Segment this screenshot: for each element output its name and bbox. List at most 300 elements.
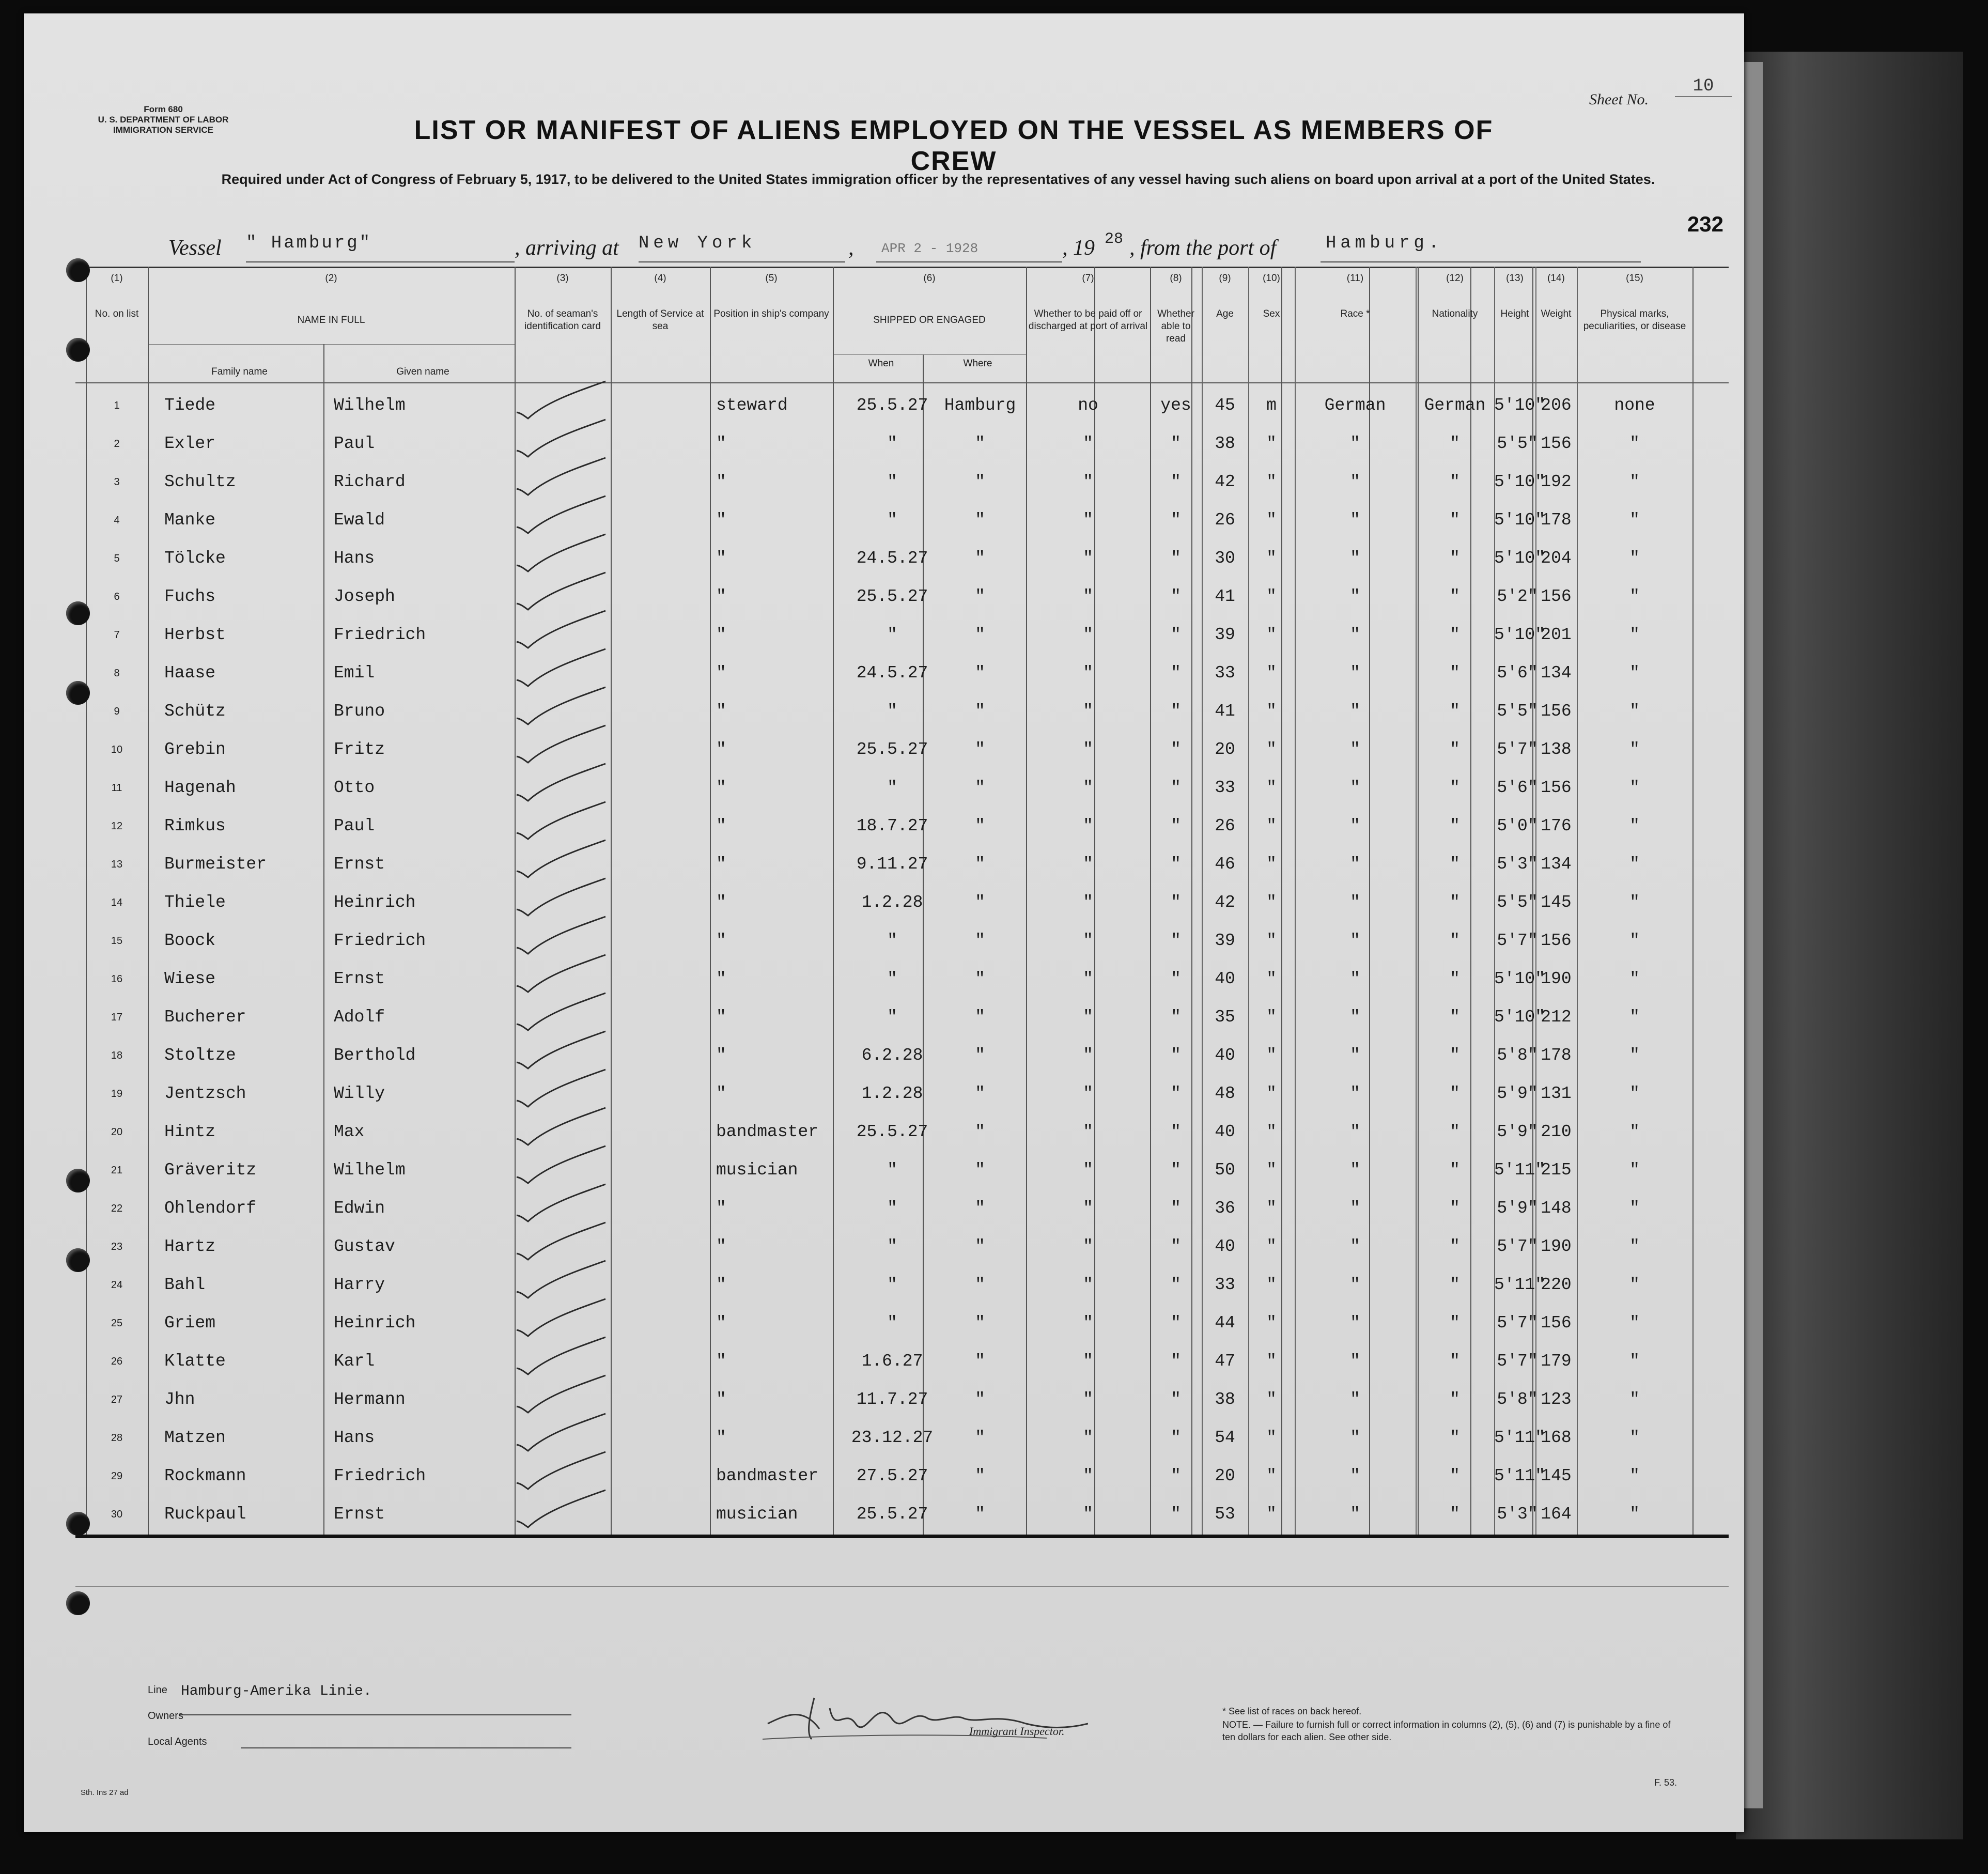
cell-sex: " xyxy=(1266,702,1277,721)
cell-no: 13 xyxy=(111,859,123,870)
cell-marks: none xyxy=(1614,396,1655,415)
cell-where: " xyxy=(975,702,985,721)
cell-weight: 178 xyxy=(1541,1046,1572,1065)
column-number-14: (14) xyxy=(1547,273,1565,284)
cell-read: " xyxy=(1171,931,1181,950)
cell-race: " xyxy=(1350,1046,1360,1065)
cell-given: Berthold xyxy=(334,1046,416,1065)
check-mark xyxy=(515,1485,618,1523)
cell-age: 40 xyxy=(1215,1237,1235,1256)
cell-height: 5'7" xyxy=(1497,1313,1538,1333)
cell-when: 25.5.27 xyxy=(856,740,928,759)
cell-when: 1.6.27 xyxy=(861,1352,923,1371)
cell-paid: " xyxy=(1083,663,1093,683)
cell-family: Matzen xyxy=(164,1428,226,1447)
page-subtitle: Required under Act of Congress of February 5, 1917, to be delivered to the United States immigration officer by the representatives of any vessel having such aliens on board upon arrival at a port of the United States. xyxy=(221,172,1655,187)
cell-family: Grebin xyxy=(164,740,226,759)
cell-position: musician xyxy=(716,1160,798,1180)
cell-race: " xyxy=(1350,778,1360,797)
cell-read: " xyxy=(1171,1084,1181,1103)
cell-where: " xyxy=(975,1199,985,1218)
cell-given: Paul xyxy=(334,434,375,453)
cell-nationality: " xyxy=(1450,969,1460,988)
cell-read: " xyxy=(1171,434,1181,453)
cell-height: 5'11" xyxy=(1494,1428,1546,1447)
cell-paid: " xyxy=(1083,1428,1093,1447)
cell-race: " xyxy=(1350,969,1360,988)
cell-race: " xyxy=(1350,1008,1360,1027)
column-header-1: No. on list xyxy=(95,308,139,319)
cell-marks: " xyxy=(1629,1008,1640,1027)
cell-marks: " xyxy=(1629,1390,1640,1409)
cell-sex: " xyxy=(1266,1313,1277,1333)
cell-where: " xyxy=(975,1008,985,1027)
cell-when: " xyxy=(887,625,897,644)
check-mark xyxy=(515,1026,618,1064)
cell-read: " xyxy=(1171,969,1181,988)
cell-marks: " xyxy=(1629,625,1640,644)
cell-nationality: German xyxy=(1424,396,1486,415)
table-row xyxy=(24,692,1744,731)
column-header-8: Whether able to read xyxy=(1157,308,1194,344)
table-row xyxy=(24,501,1744,539)
cell-no: 29 xyxy=(111,1470,123,1482)
cell-marks: " xyxy=(1629,663,1640,683)
table-row xyxy=(24,1036,1744,1075)
cell-weight: 215 xyxy=(1541,1160,1572,1180)
cell-race: " xyxy=(1350,625,1360,644)
cell-position: " xyxy=(716,1313,726,1333)
cell-no: 26 xyxy=(111,1356,123,1367)
table-row xyxy=(24,1495,1744,1534)
cell-sex: " xyxy=(1266,625,1277,644)
cell-when: " xyxy=(887,510,897,530)
table-row xyxy=(24,654,1744,692)
cell-read: " xyxy=(1171,549,1181,568)
cell-family: Bucherer xyxy=(164,1008,246,1027)
cell-position: " xyxy=(716,969,726,988)
cell-given: Ewald xyxy=(334,510,385,530)
check-mark xyxy=(515,950,618,988)
check-mark xyxy=(515,1179,618,1217)
column-header-15: Physical marks, peculiarities, or disease xyxy=(1583,308,1686,332)
table-row xyxy=(24,807,1744,845)
cell-given: Hans xyxy=(334,549,375,568)
cell-nationality: " xyxy=(1450,1505,1460,1524)
cell-when: 25.5.27 xyxy=(856,587,928,606)
cell-no: 22 xyxy=(111,1203,123,1214)
cell-sex: " xyxy=(1266,1160,1277,1180)
cell-nationality: " xyxy=(1450,1466,1460,1485)
cell-paid: " xyxy=(1083,472,1093,491)
cell-paid: " xyxy=(1083,740,1093,759)
column-number-6: (6) xyxy=(923,273,936,284)
cell-sex: " xyxy=(1266,1199,1277,1218)
cell-weight: 134 xyxy=(1541,663,1572,683)
column-header-9: Age xyxy=(1216,308,1234,319)
cell-paid: " xyxy=(1083,816,1093,835)
table-row xyxy=(24,1342,1744,1381)
cell-nationality: " xyxy=(1450,1199,1460,1218)
cell-position: " xyxy=(716,549,726,568)
check-mark xyxy=(515,1294,618,1332)
cell-no: 12 xyxy=(111,820,123,832)
cell-where: " xyxy=(975,893,985,912)
cell-height: 5'8" xyxy=(1497,1046,1538,1065)
cell-race: " xyxy=(1350,472,1360,491)
cell-read: " xyxy=(1171,893,1181,912)
check-mark xyxy=(515,1447,618,1485)
cell-where: " xyxy=(975,1352,985,1371)
cell-no: 17 xyxy=(111,1012,123,1023)
cell-weight: 210 xyxy=(1541,1122,1572,1141)
cell-where: " xyxy=(975,969,985,988)
cell-no: 27 xyxy=(111,1394,123,1405)
cell-family: Haase xyxy=(164,663,216,683)
cell-paid: " xyxy=(1083,931,1093,950)
cell-height: 5'5" xyxy=(1497,893,1538,912)
cell-family: Ohlendorf xyxy=(164,1199,257,1218)
cell-where: " xyxy=(975,1390,985,1409)
check-mark xyxy=(515,1256,618,1294)
cell-no: 28 xyxy=(111,1432,123,1444)
cell-sex: " xyxy=(1266,855,1277,874)
cell-race: " xyxy=(1350,1237,1360,1256)
cell-age: 44 xyxy=(1215,1313,1235,1333)
check-mark xyxy=(515,376,618,414)
cell-race: " xyxy=(1350,702,1360,721)
cell-race: " xyxy=(1350,510,1360,530)
cell-height: 5'3" xyxy=(1497,1505,1538,1524)
cell-age: 40 xyxy=(1215,969,1235,988)
cell-height: 5'7" xyxy=(1497,740,1538,759)
cell-marks: " xyxy=(1629,1275,1640,1294)
cell-race: " xyxy=(1350,1505,1360,1524)
cell-no: 14 xyxy=(111,897,123,908)
cell-weight: 201 xyxy=(1541,625,1572,644)
cell-where: " xyxy=(975,1237,985,1256)
table-row xyxy=(24,1151,1744,1189)
cell-no: 16 xyxy=(111,973,123,985)
cell-nationality: " xyxy=(1450,1428,1460,1447)
cell-height: 5'7" xyxy=(1497,931,1538,950)
column-subheader-6-2: Where xyxy=(963,358,992,369)
cell-given: Ernst xyxy=(334,969,385,988)
cell-height: 5'10" xyxy=(1494,510,1546,530)
cell-race: " xyxy=(1350,893,1360,912)
cell-family: Herbst xyxy=(164,625,226,644)
cell-weight: 179 xyxy=(1541,1352,1572,1371)
cell-position: " xyxy=(716,1428,726,1447)
cell-sex: " xyxy=(1266,510,1277,530)
cell-given: Wilhelm xyxy=(334,1160,406,1180)
cell-position: " xyxy=(716,702,726,721)
punch-hole xyxy=(66,681,90,705)
check-mark xyxy=(515,720,618,758)
cell-family: Burmeister xyxy=(164,855,267,874)
cell-weight: 204 xyxy=(1541,549,1572,568)
from-port: Hamburg. xyxy=(1326,234,1443,253)
cell-race: " xyxy=(1350,434,1360,453)
cell-given: Otto xyxy=(334,778,375,797)
cell-position: " xyxy=(716,434,726,453)
punch-hole xyxy=(66,601,90,625)
cell-age: 47 xyxy=(1215,1352,1235,1371)
column-header-13: Height xyxy=(1500,308,1529,319)
cell-read: " xyxy=(1171,702,1181,721)
cell-position: " xyxy=(716,816,726,835)
cell-sex: " xyxy=(1266,1084,1277,1103)
cell-position: " xyxy=(716,855,726,874)
cell-read: " xyxy=(1171,1428,1181,1447)
year-suffix: 28 xyxy=(1105,230,1124,248)
cell-given: Hermann xyxy=(334,1390,406,1409)
check-mark xyxy=(515,1064,618,1103)
cell-when: " xyxy=(887,702,897,721)
cell-age: 39 xyxy=(1215,931,1235,950)
print-code: Sth. Ins 27 ad xyxy=(81,1788,129,1797)
column-number-3: (3) xyxy=(556,273,569,284)
form-header-tag xyxy=(81,104,246,135)
cell-no: 19 xyxy=(111,1088,123,1099)
cell-read: " xyxy=(1171,625,1181,644)
cell-height: 5'2" xyxy=(1497,587,1538,606)
cell-weight: 206 xyxy=(1541,396,1572,415)
cell-given: Richard xyxy=(334,472,406,491)
table-row xyxy=(24,616,1744,654)
cell-family: Tiede xyxy=(164,396,216,415)
cell-nationality: " xyxy=(1450,1275,1460,1294)
cell-when: " xyxy=(887,1313,897,1333)
cell-no: 11 xyxy=(111,782,122,794)
cell-paid: " xyxy=(1083,893,1093,912)
cell-no: 15 xyxy=(111,935,123,947)
cell-family: Hartz xyxy=(164,1237,216,1256)
shipped-subhead-rule xyxy=(833,354,1026,355)
cell-where: " xyxy=(975,625,985,644)
column-number-7: (7) xyxy=(1082,273,1094,284)
cell-sex: " xyxy=(1266,778,1277,797)
cell-race: " xyxy=(1350,1122,1360,1141)
cell-sex: " xyxy=(1266,1008,1277,1027)
cell-read: " xyxy=(1171,1122,1181,1141)
column-header-11: Race * xyxy=(1340,308,1370,319)
cell-marks: " xyxy=(1629,549,1640,568)
cell-height: 5'3" xyxy=(1497,855,1538,874)
cell-sex: " xyxy=(1266,587,1277,606)
column-subheader-2-1: Family name xyxy=(211,366,268,377)
cell-height: 5'11" xyxy=(1494,1275,1546,1294)
cell-race: " xyxy=(1350,1160,1360,1180)
cell-age: 40 xyxy=(1215,1122,1235,1141)
arriving-label: , arriving at xyxy=(515,236,619,260)
cell-sex: " xyxy=(1266,1275,1277,1294)
cell-family: Thiele xyxy=(164,893,226,912)
cell-age: 20 xyxy=(1215,1466,1235,1485)
cell-sex: " xyxy=(1266,969,1277,988)
cell-given: Friedrich xyxy=(334,1466,426,1485)
cell-position: " xyxy=(716,1046,726,1065)
cell-weight: 176 xyxy=(1541,816,1572,835)
cell-sex: " xyxy=(1266,893,1277,912)
cell-when: 6.2.28 xyxy=(861,1046,923,1065)
check-mark xyxy=(515,1217,618,1256)
cell-nationality: " xyxy=(1450,855,1460,874)
cell-where: " xyxy=(975,1122,985,1141)
cell-when: " xyxy=(887,1160,897,1180)
cell-family: Wiese xyxy=(164,969,216,988)
cell-nationality: " xyxy=(1450,702,1460,721)
cell-nationality: " xyxy=(1450,472,1460,491)
cell-no: 1 xyxy=(114,400,120,411)
table-row xyxy=(24,998,1744,1036)
cell-weight: 164 xyxy=(1541,1505,1572,1524)
cell-when: " xyxy=(887,969,897,988)
cell-nationality: " xyxy=(1450,549,1460,568)
cell-given: Bruno xyxy=(334,702,385,721)
cell-no: 8 xyxy=(114,668,120,679)
cell-marks: " xyxy=(1629,1313,1640,1333)
cell-marks: " xyxy=(1629,1122,1640,1141)
cell-paid: " xyxy=(1083,434,1093,453)
cell-age: 35 xyxy=(1215,1008,1235,1027)
cell-when: 1.2.28 xyxy=(861,1084,923,1103)
cell-position: " xyxy=(716,740,726,759)
cell-sex: " xyxy=(1266,816,1277,835)
cell-when: " xyxy=(887,472,897,491)
cell-paid: " xyxy=(1083,1008,1093,1027)
cell-race: German xyxy=(1324,396,1386,415)
cell-given: Fritz xyxy=(334,740,385,759)
cell-nationality: " xyxy=(1450,1160,1460,1180)
cell-sex: " xyxy=(1266,549,1277,568)
cell-nationality: " xyxy=(1450,1084,1460,1103)
column-number-15: (15) xyxy=(1626,273,1643,284)
cell-given: Joseph xyxy=(334,587,395,606)
cell-where: " xyxy=(975,510,985,530)
cell-marks: " xyxy=(1629,1428,1640,1447)
cell-where: " xyxy=(975,855,985,874)
cell-family: Tölcke xyxy=(164,549,226,568)
cell-read: " xyxy=(1171,1505,1181,1524)
column-number-4: (4) xyxy=(654,273,666,284)
cell-age: 36 xyxy=(1215,1199,1235,1218)
cell-nationality: " xyxy=(1450,1352,1460,1371)
cell-weight: 134 xyxy=(1541,855,1572,874)
table-row xyxy=(24,1075,1744,1113)
cell-paid: " xyxy=(1083,1199,1093,1218)
cell-read: " xyxy=(1171,1199,1181,1218)
cell-age: 42 xyxy=(1215,472,1235,491)
cell-read: " xyxy=(1171,472,1181,491)
cell-no: 6 xyxy=(114,591,120,602)
cell-nationality: " xyxy=(1450,1313,1460,1333)
cell-weight: 190 xyxy=(1541,1237,1572,1256)
cell-race: " xyxy=(1350,1428,1360,1447)
cell-age: 48 xyxy=(1215,1084,1235,1103)
cell-sex: " xyxy=(1266,1046,1277,1065)
arriving-port: New York xyxy=(639,234,756,253)
cell-where: Hamburg xyxy=(944,396,1016,415)
table-row xyxy=(24,1228,1744,1266)
cell-race: " xyxy=(1350,1275,1360,1294)
cell-read: " xyxy=(1171,587,1181,606)
cell-weight: 145 xyxy=(1541,893,1572,912)
cell-height: 5'5" xyxy=(1497,434,1538,453)
cell-sex: " xyxy=(1266,663,1277,683)
stamp-number: 232 xyxy=(1687,212,1723,236)
cell-nationality: " xyxy=(1450,778,1460,797)
column-header-2: NAME IN FULL xyxy=(297,315,365,326)
cell-when: 24.5.27 xyxy=(856,549,928,568)
cell-height: 5'9" xyxy=(1497,1199,1538,1218)
cell-read: " xyxy=(1171,778,1181,797)
cell-height: 5'6" xyxy=(1497,663,1538,683)
cell-given: Ernst xyxy=(334,855,385,874)
cell-paid: " xyxy=(1083,1390,1093,1409)
cell-marks: " xyxy=(1629,931,1640,950)
line-label: Line xyxy=(148,1684,167,1696)
cell-family: Stoltze xyxy=(164,1046,236,1065)
cell-weight: 123 xyxy=(1541,1390,1572,1409)
cell-height: 5'7" xyxy=(1497,1352,1538,1371)
cell-position: " xyxy=(716,663,726,683)
cell-race: " xyxy=(1350,1466,1360,1485)
date-underline xyxy=(876,261,1062,262)
cell-height: 5'7" xyxy=(1497,1237,1538,1256)
cell-when: 25.5.27 xyxy=(856,1122,928,1141)
cell-family: Fuchs xyxy=(164,587,216,606)
agents-underline xyxy=(241,1747,571,1748)
cell-position: " xyxy=(716,778,726,797)
cell-sex: " xyxy=(1266,1428,1277,1447)
form-number: Form 680 xyxy=(144,104,183,114)
cell-no: 2 xyxy=(114,438,120,450)
sheet-no-value: 10 xyxy=(1675,76,1732,97)
column-number-1: (1) xyxy=(111,273,123,284)
check-mark xyxy=(515,491,618,529)
cell-age: 26 xyxy=(1215,816,1235,835)
cell-nationality: " xyxy=(1450,816,1460,835)
cell-age: 42 xyxy=(1215,893,1235,912)
cell-nationality: " xyxy=(1450,1122,1460,1141)
cell-race: " xyxy=(1350,1352,1360,1371)
cell-sex: " xyxy=(1266,1237,1277,1256)
cell-height: 5'8" xyxy=(1497,1390,1538,1409)
manifest-sheet xyxy=(24,13,1744,1832)
cell-where: " xyxy=(975,1428,985,1447)
punch-hole xyxy=(66,1248,90,1272)
cell-read: " xyxy=(1171,855,1181,874)
cell-nationality: " xyxy=(1450,587,1460,606)
page-title: LIST OR MANIFEST OF ALIENS EMPLOYED ON THE VESSEL AS MEMBERS OF CREW xyxy=(414,115,1494,176)
cell-given: Ernst xyxy=(334,1505,385,1524)
cell-where: " xyxy=(975,740,985,759)
check-mark xyxy=(515,567,618,606)
cell-when: 24.5.27 xyxy=(856,663,928,683)
line-underline xyxy=(179,1714,571,1715)
cell-read: " xyxy=(1171,1046,1181,1065)
cell-given: Wilhelm xyxy=(334,396,406,415)
cell-marks: " xyxy=(1629,472,1640,491)
cell-weight: 156 xyxy=(1541,931,1572,950)
check-mark xyxy=(515,529,618,567)
cell-sex: " xyxy=(1266,931,1277,950)
cell-race: " xyxy=(1350,663,1360,683)
cell-no: 23 xyxy=(111,1241,123,1252)
cell-family: Rockmann xyxy=(164,1466,246,1485)
cell-no: 30 xyxy=(111,1509,123,1520)
